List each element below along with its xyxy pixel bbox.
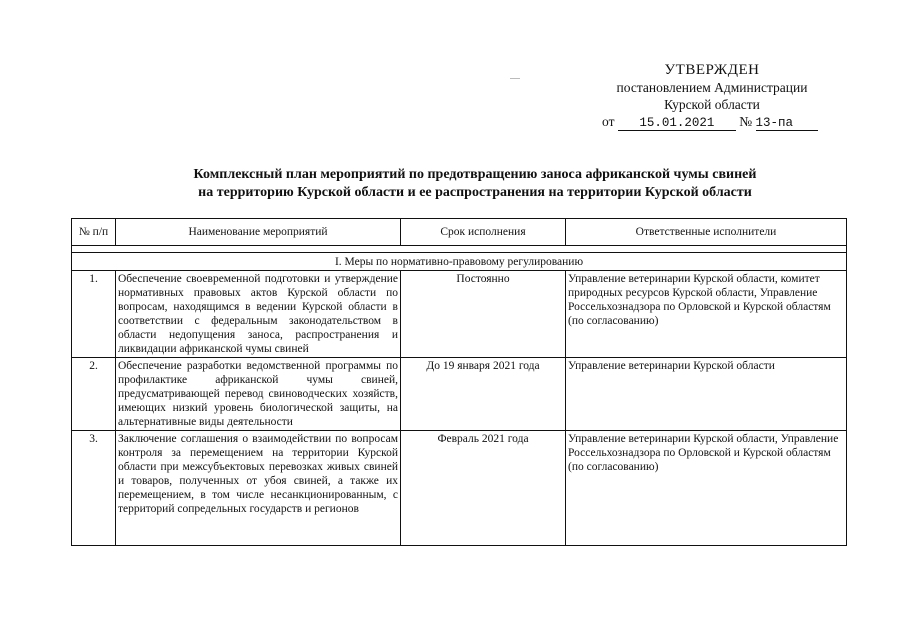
row-responsible: Управление ветеринарии Курской области, Управление Россельхознадзора по Орловской и Курской областям (по согласованию): [566, 431, 847, 546]
table-row: [72, 271, 847, 358]
row-action: Заключение соглашения о взаимодействии по вопросам контроля за перемещением на территории Курской области при межсубъектовых перевозках живых свиней и товаров, полученных от убоя свиней, а также их перемещением, в том числе несанкционированным, с территорий сопредельных государств и регионов: [116, 431, 401, 546]
section-title: I. Меры по нормативно-правовому регулированию: [72, 253, 847, 271]
document-title: [150, 166, 800, 202]
plan-table: [71, 218, 847, 546]
spacer-row: [72, 246, 847, 253]
row-number: 1.: [72, 271, 116, 358]
row-deadline: Постоянно: [401, 271, 566, 358]
header-responsible: Ответственные исполнители: [566, 219, 847, 246]
row-number: 3.: [72, 431, 116, 546]
row-responsible: Управление ветеринарии Курской области: [566, 358, 847, 431]
number-label: №: [739, 114, 753, 129]
approval-line-2: Курской области: [664, 97, 760, 112]
approval-date: 15.01.2021: [618, 116, 736, 131]
approval-number: 13-па: [756, 116, 818, 131]
row-action: Обеспечение своевременной подготовки и утверждение нормативных правовых актов Курской области по вопросам, находящимся в ведении Курской области в соответствии с федеральным законодательством в области недопущения заноса, распространения и ликвидации африканской чумы свиней: [116, 271, 401, 358]
table-row: [72, 431, 847, 546]
row-number: 2.: [72, 358, 116, 431]
approval-line-1: постановлением Администрации: [616, 80, 808, 95]
table-header-row: [72, 219, 847, 246]
header-number: № п/п: [72, 219, 116, 246]
from-label: от: [602, 114, 615, 129]
row-deadline: Февраль 2021 года: [401, 431, 566, 546]
table-row: [72, 358, 847, 431]
title-line-2: на территорию Курской области и ее распространения на территории Курской области: [198, 185, 752, 200]
row-action: Обеспечение разработки ведомственной программы по профилактике африканской чумы свиней, предусматривающей перевод свиноводческих хозяйств, имеющих низкий уровень биологической защиты, на альтернативные виды деятельности: [116, 358, 401, 431]
title-line-1: Комплексный план мероприятий по предотвращению заноса африканской чумы свиней: [193, 167, 757, 182]
approval-stamp: [592, 62, 832, 131]
section-row: [72, 253, 847, 271]
row-responsible: Управление ветеринарии Курской области, комитет природных ресурсов Курской области, Управление Россельхознадзора по Орловской и Курской областям (по согласованию): [566, 271, 847, 358]
row-deadline: До 19 января 2021 года: [401, 358, 566, 431]
approval-number-line: [592, 113, 832, 131]
scan-mark: [510, 78, 520, 79]
approval-heading: УТВЕРЖДЕН: [664, 62, 760, 78]
header-deadline: Срок исполнения: [401, 219, 566, 246]
header-action: Наименование мероприятий: [116, 219, 401, 246]
